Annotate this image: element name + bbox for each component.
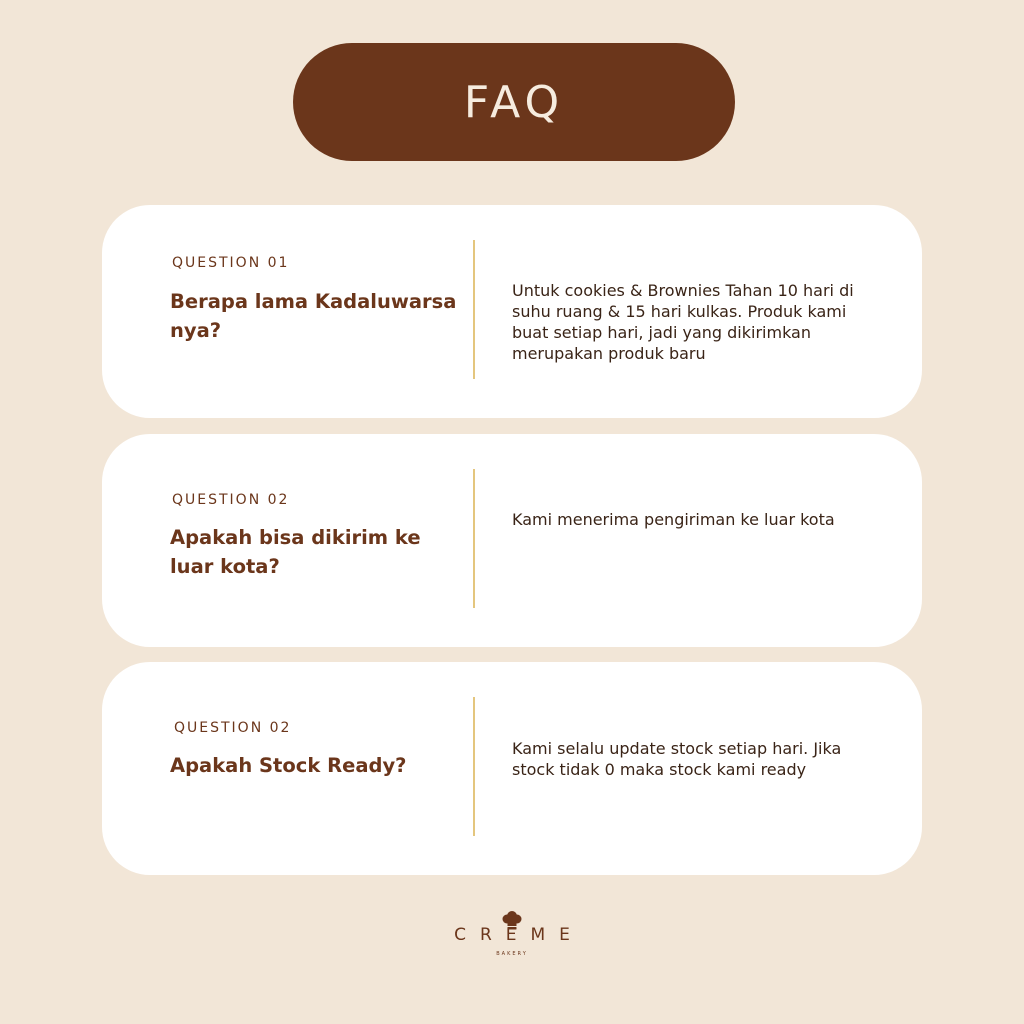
question-title: Apakah bisa dikirim ke luar kota? [170, 526, 421, 578]
card-divider [473, 469, 475, 608]
answer-text: Kami selalu update stock setiap hari. Jika stock tidak 0 maka stock kami ready [512, 739, 842, 779]
card-divider [473, 697, 475, 836]
card-divider [473, 240, 475, 379]
faq-title-banner [293, 43, 735, 161]
brand-logo [412, 905, 612, 965]
question-label: QUESTION 02 [174, 720, 292, 736]
brand-name: CREME [454, 925, 584, 945]
faq-card-2 [102, 434, 922, 647]
question-title: Berapa lama Kadaluwarsa nya? [170, 290, 457, 342]
question-title: Apakah Stock Ready? [170, 754, 407, 777]
answer-text: Untuk cookies & Brownies Tahan 10 hari di suhu ruang & 15 hari kulkas. Produk kami buat setiap hari, jadi yang dikirimkan merupakan produk baru [512, 281, 854, 363]
page-title: FAQ [463, 76, 565, 128]
question-label: QUESTION 01 [172, 255, 290, 271]
brand-tagline: BAKERY [496, 951, 528, 957]
question-label: QUESTION 02 [172, 492, 290, 508]
faq-card-3 [102, 662, 922, 875]
answer-text: Kami menerima pengiriman ke luar kota [512, 510, 835, 529]
faq-card-1 [102, 205, 922, 418]
